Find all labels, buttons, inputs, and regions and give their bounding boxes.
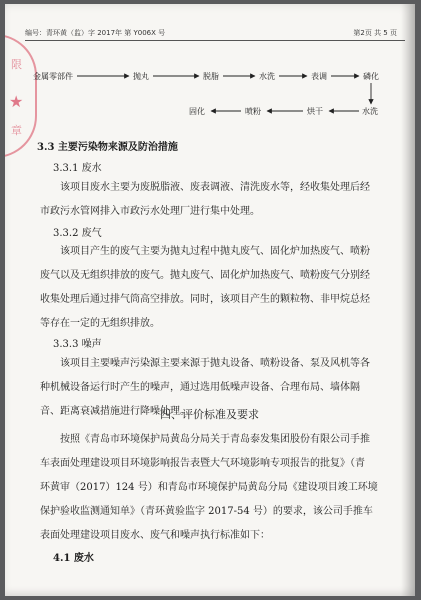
paragraph-wastewater <box>40 176 380 224</box>
page-number: 第2页 共 5 页 <box>353 29 397 37</box>
seal-text: 章 <box>11 124 22 137</box>
text-line: 该项目废水主要为废脱脂液、废表调液、清洗废水等，经收集处理后经 <box>60 182 370 193</box>
text-line: 该项目主要噪声污染源主要来源于抛丸设备、喷粉设备、泵及风机等各 <box>60 358 370 369</box>
seal-star-icon: ★ <box>9 92 24 111</box>
flow-node-parts: 金属零部件 <box>33 72 73 81</box>
text-line: 种机械设备运行时产生的噪声，通过选用低噪声设备、合理布局、墙体隔 <box>40 382 360 393</box>
section-heading-4: 四、评价标准及要求 <box>160 408 259 421</box>
paragraph-waste-gas <box>40 240 380 336</box>
flow-node-wash2: 水洗 <box>362 107 378 116</box>
text-line: 保护验收监测通知单》（青环黄验监字 2017-54 号）的要求，该公司手推车 <box>40 506 373 517</box>
flow-node-wash1: 水洗 <box>259 72 275 81</box>
seal-text: 限 <box>11 58 22 71</box>
text-line: 按照《青岛市环境保护局黄岛分局关于青岛泰发集团股份有限公司手推 <box>60 434 370 445</box>
text-line: 该项目产生的废气主要为抛丸过程中抛丸废气、固化炉加热废气、喷粉 <box>60 246 370 257</box>
flow-node-phosphate: 磷化 <box>363 72 379 81</box>
flow-node-degrease: 脱脂 <box>203 72 219 81</box>
text-line: 等存在一定的无组织排放。 <box>40 318 160 329</box>
text-line: 车表面处理建设项目环境影响报告表暨大气环境影响专项报告的批复》（青 <box>40 458 365 469</box>
subsection-heading-waste-gas: 3.3.2 废气 <box>53 228 102 239</box>
text-line: 环黄审（2017）124 号）和青岛市环境保护局黄岛分局《建设项目竣工环境 <box>40 482 378 493</box>
paragraph-standards <box>40 428 380 548</box>
flow-node-shotblast: 抛丸 <box>133 72 149 81</box>
document-page <box>5 4 415 596</box>
flow-node-powder: 喷粉 <box>245 107 261 116</box>
text-line: 市政污水管网排入市政污水处理厂进行集中处理。 <box>40 206 260 217</box>
subsection-heading-wastewater: 3.3.1 废水 <box>53 163 102 174</box>
document-number: 编号：青环黄（监）字 2017年 第 Y006X 号 <box>25 29 166 37</box>
section-heading-4-1: 4.1 废水 <box>53 553 94 564</box>
subsection-heading-noise: 3.3.3 噪声 <box>53 339 102 350</box>
text-line: 表面处理建设项目废水、废气和噪声执行标准如下： <box>40 530 270 541</box>
text-line: 废气以及无组织排放的废气。抛丸废气、固化炉加热废气、喷粉废气分别经 <box>40 270 370 281</box>
flow-node-dry: 烘干 <box>307 107 323 116</box>
text-line: 音、距离衰减措施进行降噪处理。 <box>40 406 190 417</box>
section-heading-3-3: 3.3 主要污染物来源及防治措施 <box>37 142 178 153</box>
flow-node-cure: 固化 <box>189 107 205 116</box>
flow-node-surface-adjust: 表调 <box>311 72 327 81</box>
text-line: 收集处理后通过排气筒高空排放。同时，该项目产生的颗粒物、非甲烷总烃 <box>40 294 370 305</box>
process-flow-diagram <box>5 4 415 134</box>
